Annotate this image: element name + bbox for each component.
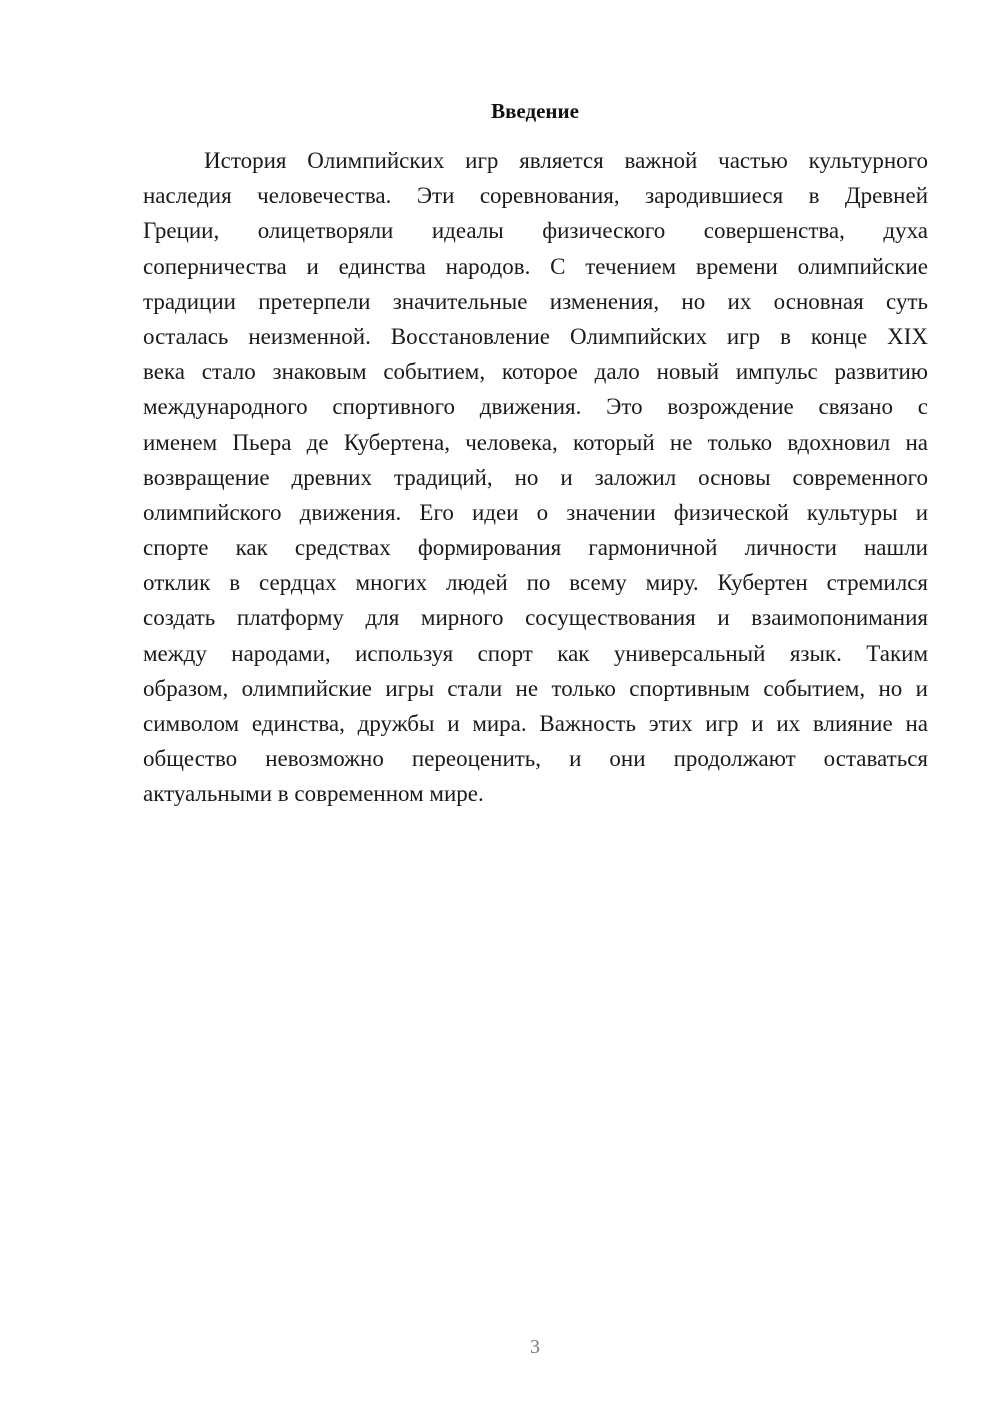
- body-paragraph: [143, 143, 928, 812]
- paragraph-line: века стало знаковым событием, которое дало новый импульс развитию: [143, 359, 928, 385]
- paragraph-line: олимпийского движения. Его идеи о значении физической культуры и: [143, 499, 928, 525]
- paragraph-line: актуальными в современном мире.: [143, 781, 484, 807]
- paragraph-line: общество невозможно переоценить, и они продолжают оставаться: [143, 746, 928, 772]
- section-heading: Введение: [491, 99, 579, 123]
- page-number: 3: [530, 1336, 540, 1358]
- paragraph-line: наследия человечества. Эти соревнования, зародившиеся в Древней: [143, 183, 928, 209]
- paragraph-line: осталась неизменной. Восстановление Олимпийских игр в конце XIX: [143, 323, 928, 349]
- paragraph-line: символом единства, дружбы и мира. Важность этих игр и их влияние на: [143, 711, 928, 736]
- paragraph-line: спорте как средствах формирования гармоничной личности нашли: [143, 535, 928, 561]
- paragraph-line: именем Пьера де Кубертена, человека, который не только вдохновил на: [143, 429, 928, 455]
- paragraph-line: между народами, используя спорт как универсальный язык. Таким: [143, 640, 928, 666]
- paragraph-line: создать платформу для мирного сосуществования и взаимопонимания: [143, 605, 928, 631]
- paragraph-line: образом, олимпийские игры стали не только спортивным событием, но и: [143, 675, 928, 701]
- paragraph-line: возвращение древних традиций, но и заложил основы современного: [143, 464, 928, 490]
- paragraph-line: традиции претерпели значительные изменения, но их основная суть: [143, 288, 928, 314]
- paragraph-line: международного спортивного движения. Это возрождение связано с: [143, 394, 928, 420]
- paragraph-line: История Олимпийских игр является важной частью культурного: [204, 148, 928, 173]
- paragraph-line: соперничества и единства народов. С течением времени олимпийские: [143, 253, 928, 279]
- paragraph-line: Греции, олицетворяли идеалы физического совершенства, духа: [143, 218, 928, 244]
- paragraph-line: отклик в сердцах многих людей по всему миру. Кубертен стремился: [143, 570, 928, 596]
